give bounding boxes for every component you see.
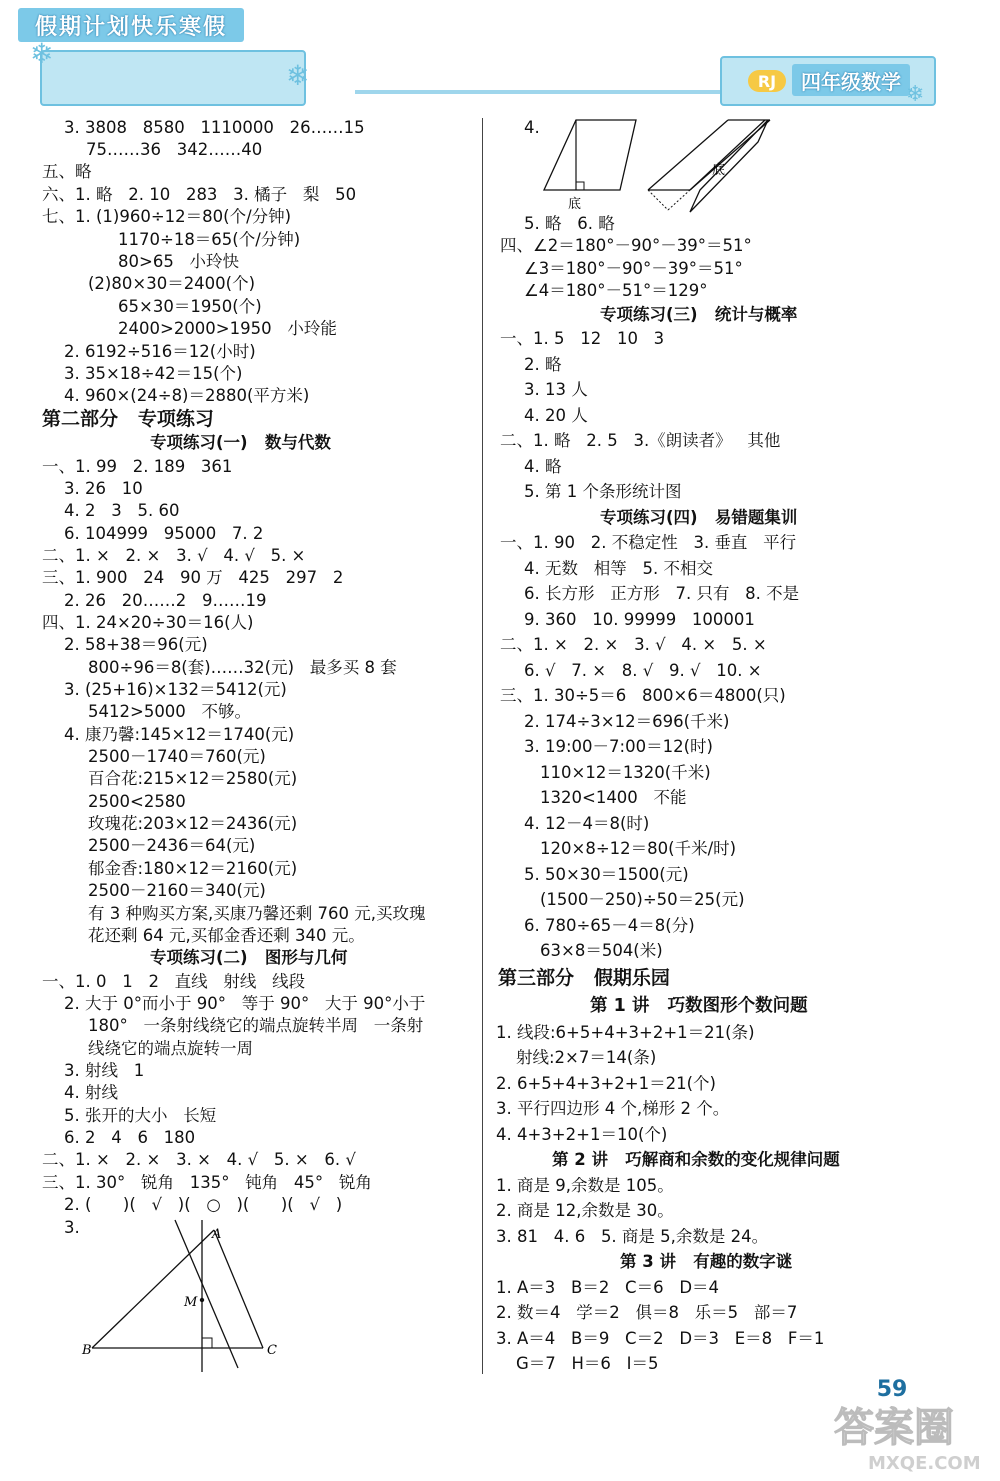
triangle-figure bbox=[80, 1218, 280, 1378]
watermark-logo: 答案圈 bbox=[834, 1405, 954, 1451]
answer-line: 2. 大于 0°而小于 90° 等于 90° 大于 90°小于 bbox=[64, 994, 426, 1013]
answer-line: 6. 104999 95000 7. 2 bbox=[64, 524, 264, 543]
answer-line: 5. 张开的大小 长短 bbox=[64, 1106, 217, 1125]
answer-line: 四、∠2＝180°－90°－39°＝51° bbox=[500, 236, 752, 255]
parallelogram-1 bbox=[544, 120, 636, 190]
answer-line: 2. 6+5+4+3+2+1＝21(个) bbox=[496, 1074, 716, 1093]
answer-line: 2. 58+38＝96(元) bbox=[64, 635, 208, 654]
page-number: 59 bbox=[876, 1376, 908, 1402]
answer-line: 2. 174÷3×12＝696(千米) bbox=[524, 712, 730, 731]
part-heading: 第三部分 假期乐园 bbox=[498, 967, 670, 989]
series-title: 假期计划快乐寒假 bbox=[18, 8, 244, 42]
answer-line: 6. 长方形 正方形 7. 只有 8. 不是 bbox=[524, 584, 800, 603]
answer-line: 5. 略 6. 略 bbox=[524, 214, 615, 233]
subject-title: 四年级数学 bbox=[792, 64, 910, 96]
parallel-line bbox=[175, 1220, 238, 1368]
answer-line: 800÷96＝8(套)……32(元) 最多买 8 套 bbox=[88, 658, 397, 677]
answer-line: 3. 3808 8580 1110000 26……15 bbox=[64, 118, 365, 137]
answer-line: 5. 第 1 个条形统计图 bbox=[524, 482, 682, 501]
answer-line: 110×12＝1320(千米) bbox=[540, 763, 711, 782]
answer-line: 四、1. 24×20÷30＝16(人) bbox=[42, 613, 254, 632]
answer-line: G＝7 H＝6 I＝5 bbox=[516, 1354, 659, 1373]
height-2 bbox=[648, 190, 668, 210]
label-m: M bbox=[184, 1295, 198, 1310]
side-ab bbox=[92, 1230, 214, 1348]
section-heading: 专项练习(一) 数与代数 bbox=[150, 433, 331, 452]
answer-line: 3. 平行四边形 4 个,梯形 2 个。 bbox=[496, 1099, 730, 1118]
site-watermark bbox=[830, 1395, 1000, 1475]
answer-line: (2)80×30＝2400(个) bbox=[88, 274, 256, 293]
answer-line: 2. 略 bbox=[524, 355, 562, 374]
answer-line: 2. 26 20……2 9……19 bbox=[64, 591, 267, 610]
answer-line: 1. 线段:6+5+4+3+2+1＝21(条) bbox=[496, 1023, 755, 1042]
answer-line: 百合花:215×12＝2580(元) bbox=[88, 769, 298, 788]
answer-line: 玫瑰花:203×12＝2436(元) bbox=[88, 814, 298, 833]
answer-line: 65×30＝1950(个) bbox=[118, 297, 262, 316]
series-banner bbox=[40, 50, 306, 106]
answer-line: 七、1. (1)960÷12＝80(个/分钟) bbox=[42, 207, 292, 226]
answer-line: 1170÷18＝65(个/分钟) bbox=[118, 230, 301, 249]
answer-line: 2500－2436＝64(元) bbox=[88, 836, 256, 855]
base-label-1: 底 bbox=[568, 197, 582, 212]
answer-line: 4. 略 bbox=[524, 457, 562, 476]
answer-line: 3. 35×18÷42＝15(个) bbox=[64, 364, 243, 383]
right-angle-mark bbox=[576, 182, 584, 190]
answer-line: 3. 13 人 bbox=[524, 380, 588, 399]
label-a: A bbox=[212, 1227, 222, 1242]
answer-line: 二、1. × 2. × 3. √ 4. √ 5. × bbox=[42, 546, 306, 565]
right-angle-mark bbox=[202, 1338, 212, 1348]
answer-line: 180° 一条射线绕它的端点旋转半周 一条射 bbox=[88, 1016, 424, 1035]
answer-line: 一、1. 0 1 2 直线 射线 线段 bbox=[42, 972, 306, 991]
answer-line: 3. A＝4 B＝9 C＝2 D＝3 E＝8 F＝1 bbox=[496, 1329, 825, 1348]
answer-line: 120×8÷12＝80(千米/时) bbox=[540, 839, 737, 858]
answer-line: 2500－1740＝760(元) bbox=[88, 747, 266, 766]
answer-line: (1500－250)÷50＝25(元) bbox=[540, 890, 745, 909]
answer-line: 63×8＝504(米) bbox=[540, 941, 663, 960]
answer-line: 6. 780÷65－4＝8(分) bbox=[524, 916, 695, 935]
answer-line: 4. 4+3+2+1＝10(个) bbox=[496, 1125, 668, 1144]
snowflake-icon: ❄ bbox=[30, 37, 54, 70]
answer-line: 1. 商是 9,余数是 105。 bbox=[496, 1176, 674, 1195]
answer-line: ∠3＝180°－90°－39°＝51° bbox=[524, 259, 743, 278]
answer-line: 6. 2 4 6 180 bbox=[64, 1128, 196, 1147]
answer-line: 射线:2×7＝14(条) bbox=[516, 1048, 657, 1067]
answer-line: 3. 射线 1 bbox=[64, 1061, 145, 1080]
answer-line: 3. (25+16)×132＝5412(元) bbox=[64, 680, 287, 699]
answer-line: 4. bbox=[524, 118, 540, 137]
answer-line: 二、1. × 2. × 3. × 4. √ 5. × 6. √ bbox=[42, 1150, 356, 1169]
answer-line: 二、1. × 2. × 3. √ 4. × 5. × bbox=[500, 635, 767, 654]
answer-line: 4. 20 人 bbox=[524, 406, 588, 425]
answer-line: 2400>2000>1950 小玲能 bbox=[118, 319, 337, 338]
answer-line: 二、1. 略 2. 5 3.《朗读者》 其他 bbox=[500, 431, 781, 450]
section-heading: 专项练习(三) 统计与概率 bbox=[600, 305, 798, 324]
answer-line: 2500－2160＝340(元) bbox=[88, 881, 266, 900]
base-label-2: 底 bbox=[712, 163, 726, 178]
answer-line: 2. ( )( √ )( ○ )( )( √ ) bbox=[64, 1195, 343, 1214]
answer-line: 3. 26 10 bbox=[64, 479, 143, 498]
section-heading: 专项练习(四) 易错题集训 bbox=[600, 508, 798, 527]
answer-line: 3. 19:00－7:00＝12(时) bbox=[524, 737, 713, 756]
section-heading: 第 3 讲 有趣的数字谜 bbox=[620, 1252, 793, 1271]
answer-line: 线绕它的端点旋转一周 bbox=[88, 1039, 253, 1058]
answer-line: 2. 数＝4 学＝2 俱＝8 乐＝5 部＝7 bbox=[496, 1303, 798, 1322]
label-b: B bbox=[82, 1343, 92, 1358]
section-heading: 专项练习(二) 图形与几何 bbox=[150, 948, 348, 967]
point-m bbox=[200, 1298, 204, 1302]
answer-line: 5. 50×30＝1500(元) bbox=[524, 865, 689, 884]
answer-line: 三、1. 900 24 90 万 425 297 2 bbox=[42, 568, 344, 587]
answer-line: 3. 81 4. 6 5. 商是 5,余数是 24。 bbox=[496, 1227, 769, 1246]
answer-line: 4. 康乃馨:145×12＝1740(元) bbox=[64, 725, 295, 744]
part-heading: 第二部分 专项练习 bbox=[42, 408, 214, 430]
answer-line: 9. 360 10. 99999 100001 bbox=[524, 610, 755, 629]
snowflake-icon: ❄ bbox=[906, 82, 925, 107]
snowflake-icon: ❄ bbox=[286, 59, 310, 92]
answer-line: 4. 射线 bbox=[64, 1083, 118, 1102]
answer-line: 2. 6192÷516＝12(小时) bbox=[64, 342, 256, 361]
answer-line: 1. A＝3 B＝2 C＝6 D＝4 bbox=[496, 1278, 720, 1297]
section-heading: 第 2 讲 巧解商和余数的变化规律问题 bbox=[552, 1150, 840, 1169]
edition-badge: RJ bbox=[748, 70, 786, 92]
answer-line: 75……36 342……40 bbox=[86, 140, 263, 159]
answer-line: 五、略 bbox=[42, 162, 92, 181]
answer-line: 3. bbox=[64, 1218, 80, 1237]
answer-line: 1320<1400 不能 bbox=[540, 788, 687, 807]
answer-line: 80>65 小玲快 bbox=[118, 252, 240, 271]
section-heading: 第 1 讲 巧数图形个数问题 bbox=[590, 996, 808, 1016]
header-rule bbox=[355, 90, 725, 94]
answer-line: 4. 960×(24÷8)＝2880(平方米) bbox=[64, 386, 310, 405]
answer-line: 一、1. 5 12 10 3 bbox=[500, 329, 665, 348]
answer-line: 2500<2580 bbox=[88, 792, 186, 811]
answer-line: 5412>5000 不够。 bbox=[88, 702, 252, 721]
answer-line: 一、1. 99 2. 189 361 bbox=[42, 457, 233, 476]
answer-line: 4. 2 3 5. 60 bbox=[64, 501, 180, 520]
answer-line: 2. 商是 12,余数是 30。 bbox=[496, 1201, 674, 1220]
answer-line: ∠4＝180°－51°＝129° bbox=[524, 281, 708, 300]
answer-line: 三、1. 30° 锐角 135° 钝角 45° 锐角 bbox=[42, 1173, 372, 1192]
parallelogram-2 bbox=[690, 120, 768, 212]
answer-line: 4. 12－4＝8(时) bbox=[524, 814, 650, 833]
watermark-url: MXQE.COM bbox=[868, 1453, 981, 1474]
answer-line: 4. 无数 相等 5. 不相交 bbox=[524, 559, 713, 578]
answer-line: 花还剩 64 元,买郁金香还剩 340 元。 bbox=[88, 926, 365, 945]
answer-line: 郁金香:180×12＝2160(元) bbox=[88, 859, 298, 878]
answer-line: 六、1. 略 2. 10 283 3. 橘子 梨 50 bbox=[42, 185, 357, 204]
answer-line: 三、1. 30÷5＝6 800×6＝4800(只) bbox=[500, 686, 786, 705]
answer-line: 6. √ 7. × 8. √ 9. √ 10. × bbox=[524, 661, 762, 680]
answer-line: 有 3 种购买方案,买康乃馨还剩 760 元,买玫瑰 bbox=[88, 904, 426, 923]
answer-line: 一、1. 90 2. 不稳定性 3. 垂直 平行 bbox=[500, 533, 797, 552]
label-c: C bbox=[267, 1343, 277, 1358]
parallelogram-figures bbox=[540, 116, 780, 214]
column-divider bbox=[482, 118, 483, 1374]
